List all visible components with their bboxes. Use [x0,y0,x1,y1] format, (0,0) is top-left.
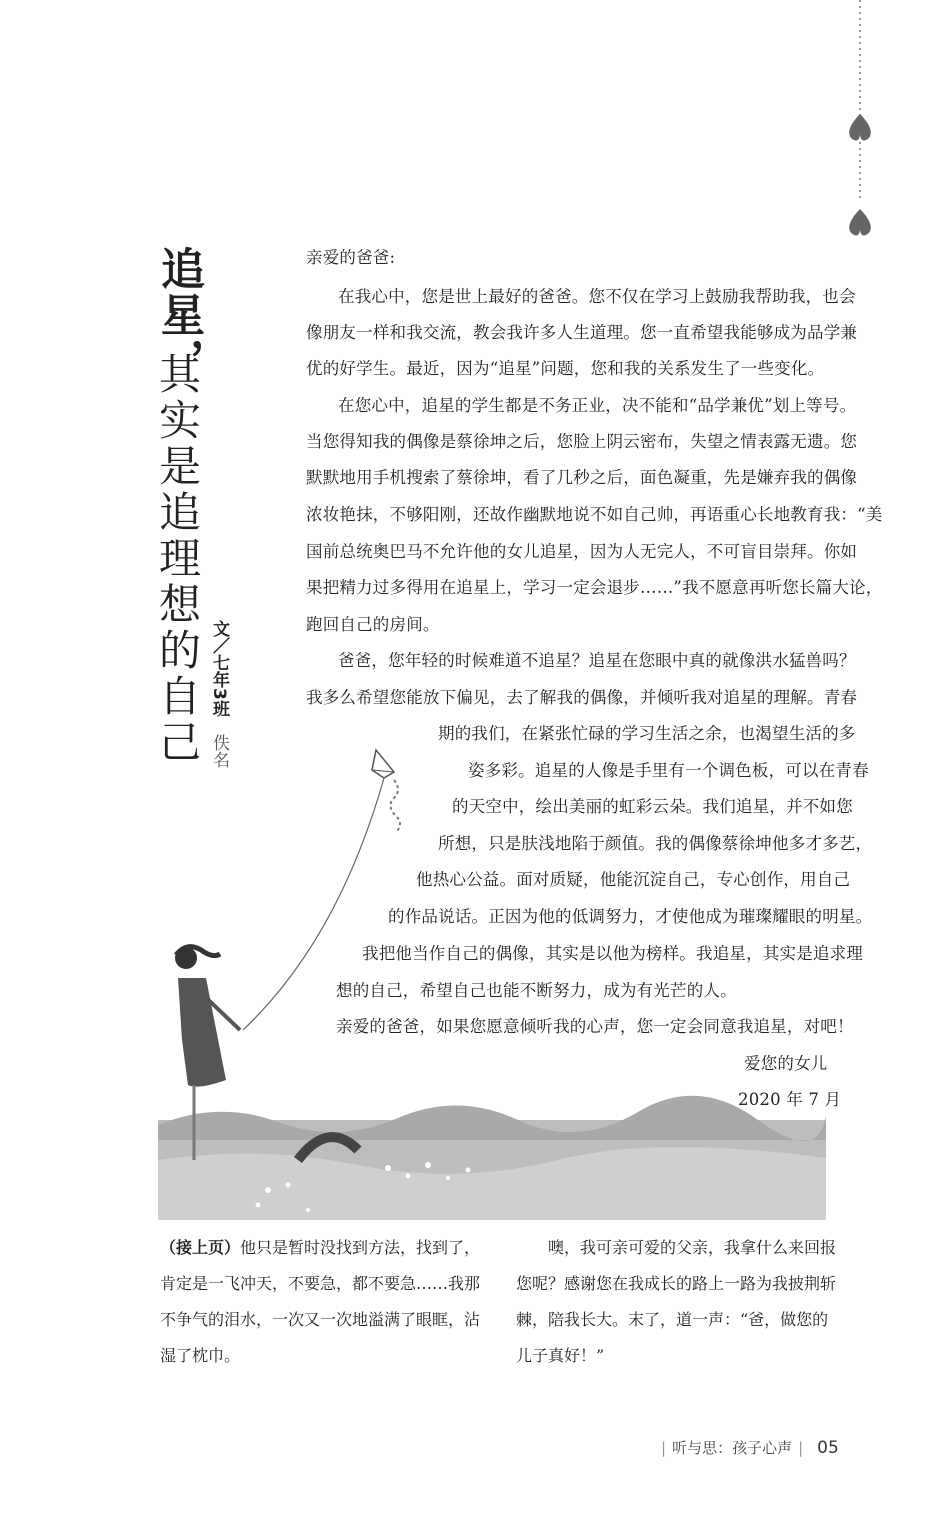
article-title-sub: 其实是追理想的自己 [153,352,202,766]
footer-section: 听与思：孩子心声 [672,1439,793,1457]
continued-right-line: 噢，我可亲可爱的父亲，我拿什么来回报 [548,1238,837,1257]
letter-line: 我多么希望您能放下偏见，去了解我的偶像，并倾听我对追星的理解。青春 [306,688,858,707]
letter-line: 优的好学生。最近，因为“追星”问题，您和我的关系发生了一些变化。 [306,359,825,378]
letter-line: 期的我们，在紧张忙碌的学习生活之余，也渴望生活的多 [438,724,856,743]
continued-right-line: 棘，陪我长大。末了，道一声：“爸，做您的 [516,1310,829,1329]
page-number: 05 [817,1438,839,1458]
letter-line: 在您心中，追星的学生都是不务正业，决不能和“品学兼优”划上等号。 [338,396,857,415]
byline-class: 文／七年3班 [209,620,229,717]
letter-line: 的天空中，绘出美丽的虹彩云朵。我们追星，并不如您 [452,797,853,816]
continued-right-line: 您呢？感谢您在我成长的路上一路为我披荆斩 [516,1274,837,1293]
byline-author: 佚名 [209,734,229,769]
letter-line: 姿多彩。追星的人像是手里有一个调色板，可以在青春 [468,761,869,780]
letter-line: 他热心公益。面对质疑，他能沉淀自己，专心创作，用自己 [416,870,851,889]
letter-line: 默默地用手机搜索了蔡徐坤，看了几秒之后，面色凝重，先是嫌弃我的偶像 [306,468,858,487]
letter-line: 在我心中，您是世上最好的爸爸。您不仅在学习上鼓励我帮助我，也会 [338,287,856,306]
letter-line: 所想，只是肤浅地陷于颜值。我的偶像蔡徐坤他多才多艺， [438,834,873,853]
letter-date: 2020 年 7 月 [738,1090,842,1109]
letter-line: 果把精力过多得用在追星上，学习一定会退步……”我不愿意再听您长篇大论， [306,578,883,597]
letter-line: 跑回自己的房间。 [306,615,440,634]
letter-line: 当您得知我的偶像是蔡徐坤之后，您脸上阴云密布，失望之情表露无遗。您 [306,432,858,451]
letter-line: 的作品说话。正因为他的低调努力，才使他成为璀璨耀眼的明星。 [388,907,873,926]
letter-line: 浓妆艳抹，不够阳刚，还故作幽默地说不如自己帅，再语重心长地教育我：“美 [306,505,883,524]
letter-line: 想的自己，希望自己也能不断努力，成为有光芒的人。 [336,981,737,1000]
continued-left-line: 肯定是一飞冲天，不要急，都不要急……我那 [160,1274,481,1293]
article-title-main: 追星， [153,246,204,384]
continued-left-text: 他只是暂时没找到方法，找到了， [240,1238,481,1257]
letter-salutation: 亲爱的爸爸: [306,248,396,267]
letter-line: 像朋友一样和我交流，教会我许多人生道理。您一直希望我能够成为品学兼 [306,323,858,342]
continued-left-line: 不争气的泪水，一次又一次地溢满了眼眶，沾 [160,1310,481,1329]
continued-left-line-1 [160,1238,480,1258]
continued-right-line: 儿子真好！” [516,1346,605,1365]
letter-line: 亲爱的爸爸，如果您愿意倾听我的心声，您一定会同意我追星，对吧！ [336,1017,854,1036]
letter-signature: 爱您的女儿 [744,1054,828,1073]
letter-line: 国前总统奥巴马不允许他的女儿追星，因为人无完人，不可盲目崇拜。你如 [306,542,858,561]
footer-divider: | [661,1439,667,1457]
page-footer [655,1437,839,1458]
hanging-hearts-decoration [840,0,880,240]
letter-line: 我把他当作自己的偶像，其实是以他为榜样。我追星，其实是追求理 [362,944,863,963]
continued-label: （接上页） [160,1238,241,1257]
footer-divider: | [798,1439,804,1457]
letter-line: 爸爸，您年轻的时候难道不追星？追星在您眼中真的就像洪水猛兽吗？ [338,651,856,670]
continued-left-line: 湿了枕巾。 [160,1346,241,1365]
